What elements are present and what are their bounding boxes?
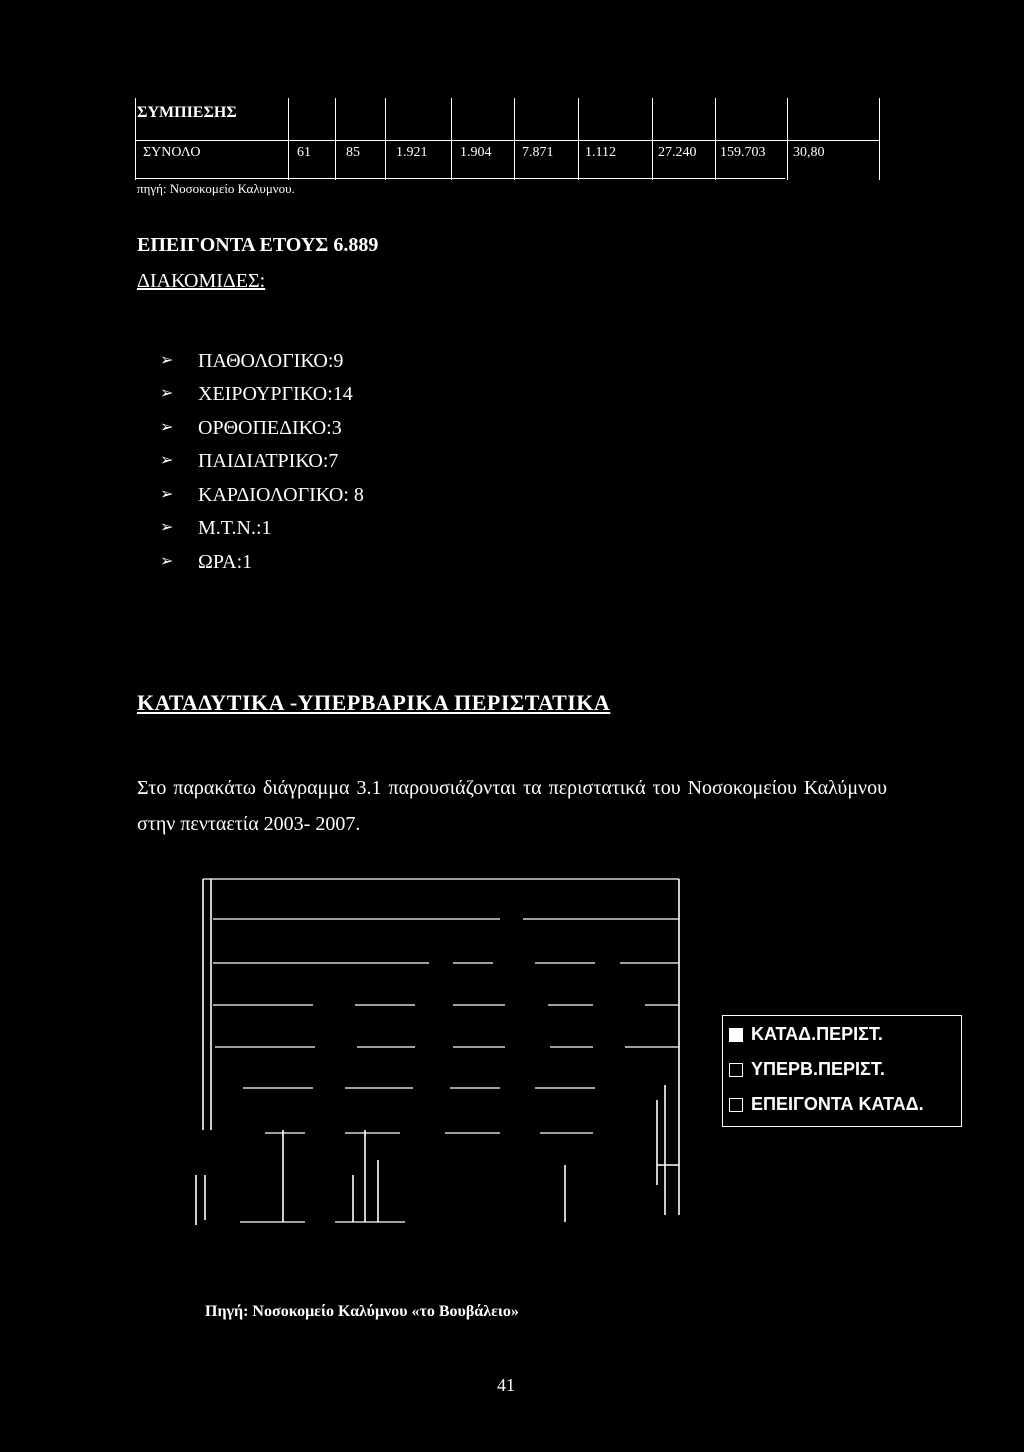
table-line-bottom: [135, 178, 785, 179]
legend-entry: [729, 1094, 924, 1115]
arrow-bullet-icon: ➢: [160, 418, 174, 436]
list-item-label: ΟΡΘΟΠΕΔΙΚΟ:3: [198, 416, 342, 439]
section-title: ΕΠΕΙΓΟΝΤΑ ΕΤΟΥΣ 6.889: [137, 234, 379, 256]
list-item-label: Μ.Τ.Ν.:1: [198, 517, 272, 540]
arrow-bullet-icon: ➢: [160, 552, 174, 570]
table-col-line: [335, 98, 336, 180]
arrow-bullet-icon: ➢: [160, 485, 174, 503]
table-cell: 7.871: [522, 145, 554, 160]
table-cell: 85: [346, 145, 360, 160]
legend-swatch: [729, 1098, 743, 1112]
list-item: [160, 344, 364, 378]
table-col-line: [715, 98, 716, 180]
legend-swatch: [729, 1063, 743, 1077]
table-row-label: ΣΥΝΟΛΟ: [143, 145, 201, 160]
legend-label: ΚΑΤΑΔ.ΠΕΡΙΣΤ.: [751, 1024, 883, 1044]
table-line-top: [135, 140, 880, 141]
body-paragraph: Στο παρακάτω διάγραμμα 3.1 παρουσιάζονται τα περιστατικά του Νοσοκομείου Καλύμνου στην πενταετία 2003- 2007.: [137, 777, 887, 835]
list-item-label: ΧΕΙΡΟΥΡΓΙΚΟ:14: [198, 383, 353, 406]
table-cell: 1.921: [396, 145, 428, 160]
table-heading: ΣΥΜΠΙΕΣΗΣ: [137, 104, 237, 121]
list-item: [160, 512, 364, 546]
list-item: [160, 378, 364, 412]
section-subtitle: ΔΙΑΚΟΜΙΔΕΣ:: [137, 270, 266, 292]
legend-label: ΕΠΕΙΓΟΝΤΑ ΚΑΤΑΔ.: [751, 1094, 924, 1114]
list-item-label: ΠΑΘΟΛΟΓΙΚΟ:9: [198, 349, 344, 372]
table-col-line: [288, 98, 289, 180]
legend-label: ΥΠΕΡΒ.ΠΕΡΙΣΤ.: [751, 1059, 885, 1079]
table-cell: 61: [297, 145, 311, 160]
list-item: [160, 478, 364, 512]
list-item-label: ΚΑΡΔΙΟΛΟΓΙΚΟ: 8: [198, 483, 364, 506]
diagram-chart: [195, 875, 685, 1235]
table-col-line: [451, 98, 452, 180]
table-cell: 1.904: [460, 145, 492, 160]
legend-entry: [729, 1059, 885, 1080]
table-col-line: [879, 98, 880, 180]
table-cell: 1.112: [585, 145, 616, 160]
chart-gridlines: [203, 879, 679, 1222]
list-item-label: ΠΑΙΔΙΑΤΡΙΚΟ:7: [198, 450, 339, 473]
table-source: πηγή: Νοσοκομείο Καλυμνου.: [137, 181, 295, 196]
arrow-bullet-icon: ➢: [160, 519, 174, 537]
arrow-bullet-icon: ➢: [160, 351, 174, 369]
summary-table: [135, 88, 880, 180]
table-col-line: [135, 98, 136, 180]
body-title: ΚΑΤΑΔΥΤΙΚΑ -ΥΠΕΡΒΑΡΙΚΑ ΠΕΡΙΣΤΑΤΙΚΑ: [137, 690, 611, 715]
transfer-list: [160, 344, 364, 579]
arrow-bullet-icon: ➢: [160, 452, 174, 470]
chart-axes: [196, 879, 679, 1225]
chart-source: Πηγή: Νοσοκομείο Καλύμνου «το Βουβάλειο»: [205, 1303, 519, 1320]
table-cell: 159.703: [720, 145, 766, 160]
chart-legend: [722, 1015, 962, 1127]
list-item: [160, 445, 364, 479]
table-cell: 30,80: [793, 145, 825, 160]
list-item-label: ΩΡΑ:1: [198, 550, 253, 573]
legend-swatch: [729, 1028, 743, 1042]
table-col-line: [578, 98, 579, 180]
table-col-line: [652, 98, 653, 180]
list-item: [160, 411, 364, 445]
table-col-line: [787, 98, 788, 180]
table-col-line: [514, 98, 515, 180]
arrow-bullet-icon: ➢: [160, 385, 174, 403]
legend-entry: [729, 1024, 883, 1045]
table-col-line: [385, 98, 386, 180]
list-item: [160, 545, 364, 579]
page-number: 41: [497, 1375, 515, 1395]
table-cell: 27.240: [658, 145, 697, 160]
